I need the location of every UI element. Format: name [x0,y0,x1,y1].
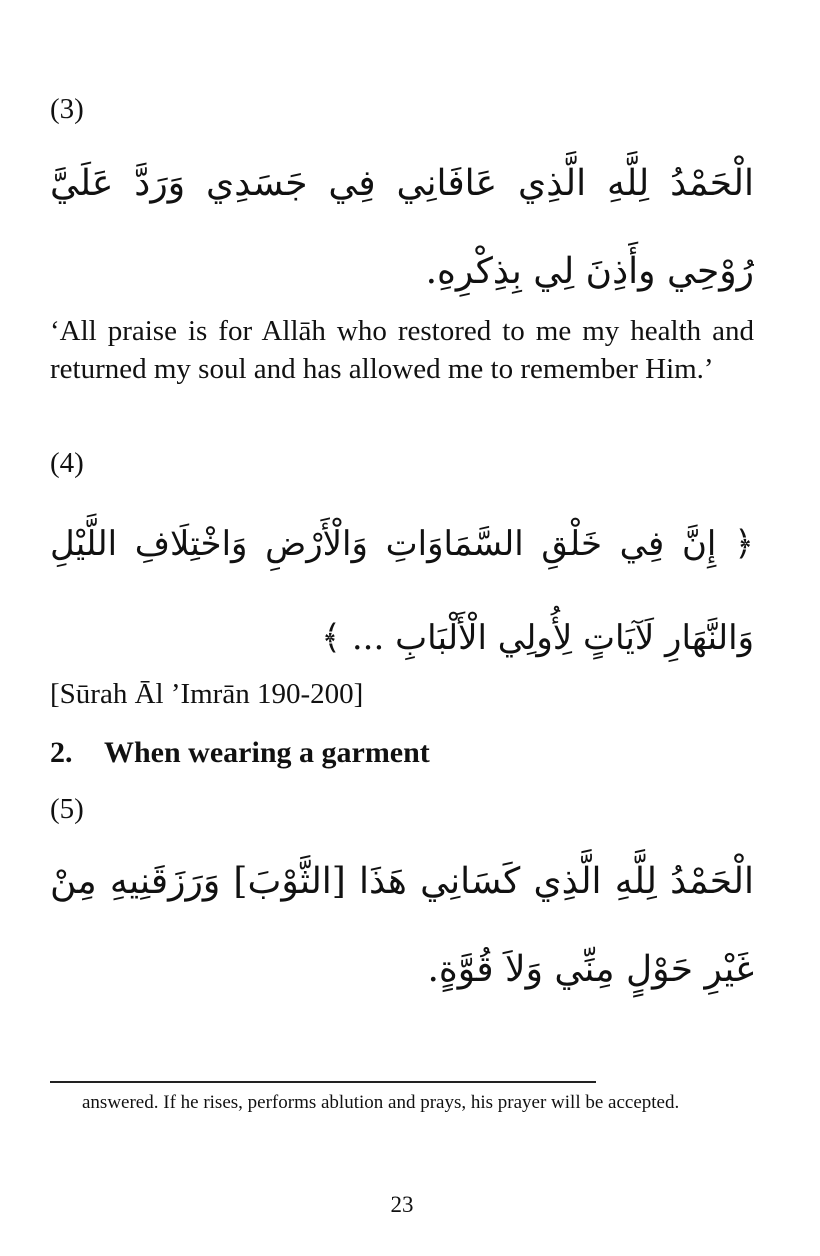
translation-3: ‘All praise is for Allāh who restored to me my health and returned my soul and has allowed me to remember Him.’ [50,315,754,385]
entry-number-4: (4) [50,447,84,479]
quran-verse-4: ﴿ إِنَّ فِي خَلْقِ السَّمَاوَاتِ وَالْأَرْضِ وَاخْتِلَافِ اللَّيْلِ وَالنَّهَارِ لَآيَاتٍ لِأُولِي الْأَلْبَابِ ... ﴾ [50,524,754,658]
arabic-supplication-5: الْحَمْدُ لِلَّهِ الَّذِي كَسَانِي هَذَا [الثَّوْبَ] وَرَزَقَنِيهِ مِنْ غَيْرِ حَوْلٍ مِنِّي وَلاَ قُوَّةٍ. [50,861,754,990]
footnote-divider [50,1081,596,1083]
surah-reference: [Sūrah Āl ’Imrān 190-200] [50,678,364,710]
section-heading-number: 2. [50,736,73,769]
section-heading [50,735,430,771]
footnote: answered. If he rises, performs ablution and prays, his prayer will be accepted. [82,1092,680,1113]
entry-number-3: (3) [50,93,84,125]
page-number: 23 [390,1192,414,1217]
arabic-supplication-3: الْحَمْدُ لِلَّهِ الَّذِي عَافَانِي فِي جَسَدِي وَرَدَّ عَلَيَّ رُوْحِي وأَذِنَ لِي بِذِكْرِهِ. [50,163,754,292]
book-page [50,0,754,1256]
section-heading-text: When wearing a garment [104,736,430,769]
entry-number-5: (5) [50,793,84,825]
